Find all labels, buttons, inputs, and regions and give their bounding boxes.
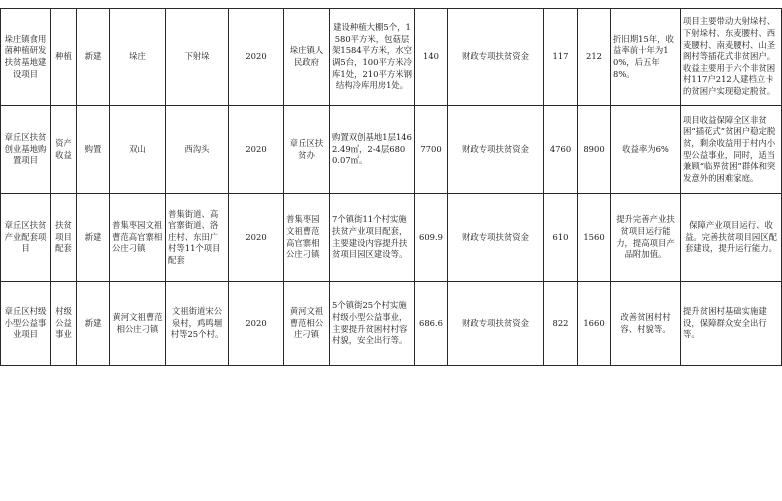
nature-cell: 购置 — [77, 106, 110, 194]
content-cell: 建设种植大棚5个，1580平方米，包菇层架1584平方米，水空调5台，100平方米冷库1处，210平方米钢结构冷库用房1处。 — [330, 9, 415, 106]
benefit-cell: 收益率为6% — [611, 106, 681, 194]
households-cell: 822 — [544, 282, 578, 366]
village-cell: 西沟头 — [166, 106, 229, 194]
table-row — [1, 282, 782, 366]
benefit-cell: 折旧期15年，收益率前十年为10%，后五年8%。 — [611, 9, 681, 106]
project-table — [0, 8, 782, 366]
year-cell: 2020 — [229, 282, 284, 366]
mechanism-cell: 提升贫困村基础实施建设，保障群众安全出行等。 — [681, 282, 782, 366]
category-cell: 资产收益 — [51, 106, 77, 194]
year-cell: 2020 — [229, 9, 284, 106]
project-name-cell: 垛庄镇食用菌种植研发扶贫基地建设项目 — [1, 9, 51, 106]
project-name-cell: 章丘区扶贫创业基地购置项目 — [1, 106, 51, 194]
fund-source-cell: 财政专项扶贫资金 — [448, 194, 544, 282]
township-cell: 普集枣园文祖曹范高官寨相公庄刁镇 — [110, 194, 166, 282]
category-cell: 村级公益事业 — [51, 282, 77, 366]
unit-cell: 章丘区扶贫办 — [284, 106, 330, 194]
benefit-cell: 改善贫困村村容、村貌等。 — [611, 282, 681, 366]
people-cell: 1560 — [578, 194, 611, 282]
table-row — [1, 194, 782, 282]
project-name-cell: 章丘区扶贫产业配套项目 — [1, 194, 51, 282]
township-cell: 双山 — [110, 106, 166, 194]
mechanism-cell: 项目收益保障全区非贫困“插花式”贫困户稳定脱贫，剩余收益用于村内小型公益事业，同时，适当兼顾“临界贫困”群体和突发意外的困难家庭。 — [681, 106, 782, 194]
people-cell: 212 — [578, 9, 611, 106]
village-cell: 普集街道、高官寨街道、洛庄村、东田广村等11个项目配套 — [166, 194, 229, 282]
category-cell: 种植 — [51, 9, 77, 106]
households-cell: 4760 — [544, 106, 578, 194]
unit-cell: 普集枣园文祖曹范高官寨相公庄刁镇 — [284, 194, 330, 282]
village-cell: 文祖街道宋公泉村，鸡鸣堌村等25个村。 — [166, 282, 229, 366]
fund-source-cell: 财政专项扶贫资金 — [448, 282, 544, 366]
township-cell: 垛庄 — [110, 9, 166, 106]
fund-source-cell: 财政专项扶贫资金 — [448, 106, 544, 194]
category-cell: 扶贫项目配套 — [51, 194, 77, 282]
content-cell: 5个镇街25个村实施村级小型公益事业，主要提升贫困村村容村貌，安全出行等。 — [330, 282, 415, 366]
people-cell: 8900 — [578, 106, 611, 194]
mechanism-cell: 项目主要带动大射垛村、下射垛村、东麦腰村、西麦腰村、南麦腰村、山圣阁村等插花式非贫困户。收益主要用于六个非贫困村117户212人建档立卡的贫困户实现稳定脱贫。 — [681, 9, 782, 106]
unit-cell: 垛庄镇人民政府 — [284, 9, 330, 106]
households-cell: 117 — [544, 9, 578, 106]
fund-source-cell: 财政专项扶贫资金 — [448, 9, 544, 106]
mechanism-cell: 保障产业项目运行、收益。完善扶贫项目园区配套建设，提升运行能力。 — [681, 194, 782, 282]
content-cell: 购置双创基地1层1462.49㎡，2-4层6800.07㎡。 — [330, 106, 415, 194]
investment-cell: 609.9 — [415, 194, 448, 282]
table-row — [1, 106, 782, 194]
content-cell: 7个镇街11个村实施扶贫产业项目配套，主要建设内容提升扶贫项目园区建设等。 — [330, 194, 415, 282]
year-cell: 2020 — [229, 194, 284, 282]
unit-cell: 黄河文祖曹范相公庄刁镇 — [284, 282, 330, 366]
township-cell: 黄河文祖曹范相公庄刁镇 — [110, 282, 166, 366]
investment-cell: 140 — [415, 9, 448, 106]
project-name-cell: 章丘区村级小型公益事业项目 — [1, 282, 51, 366]
village-cell: 下射垛 — [166, 9, 229, 106]
year-cell: 2020 — [229, 106, 284, 194]
households-cell: 610 — [544, 194, 578, 282]
nature-cell: 新建 — [77, 194, 110, 282]
investment-cell: 686.6 — [415, 282, 448, 366]
benefit-cell: 提升完善产业扶贫项目运行能力，提高项目产品附加值。 — [611, 194, 681, 282]
investment-cell: 7700 — [415, 106, 448, 194]
people-cell: 1660 — [578, 282, 611, 366]
nature-cell: 新建 — [77, 282, 110, 366]
nature-cell: 新建 — [77, 9, 110, 106]
table-row — [1, 9, 782, 106]
